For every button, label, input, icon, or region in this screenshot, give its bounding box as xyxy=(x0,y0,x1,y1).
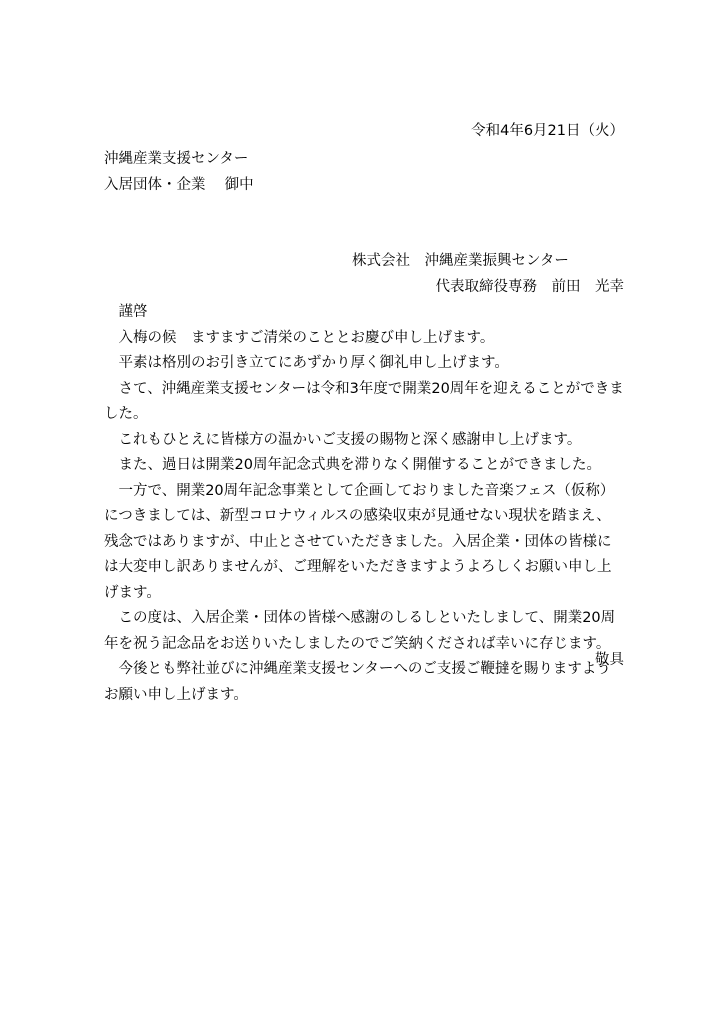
body-paragraph: 一方で、開業20周年記念事業として企画しておりました音楽フェス（仮称）につきましては、新型コロナウィルスの感染収束が見通せない現状を踏まえ、残念ではありますが、中止とさせていただきました。入居企業・団体の皆様には大変申し訳ありませんが、ご理解をいただきますようよろしくお願い申し上げます。 xyxy=(104,482,615,601)
letter-body xyxy=(104,300,624,708)
body-paragraph: 今後とも弊社並びに沖縄産業支援センターへのご支援ご鞭撻を賜りますようお願い申し上げます。 xyxy=(104,661,611,703)
salutation: 謹啓 xyxy=(118,304,148,320)
body-paragraph: この度は、入居企業・団体の皆様へ感謝のしるしといたしまして、開業20周年を祝う記念品をお送りいたしましたのでご笑納くだされば幸いに存じます。 xyxy=(104,610,616,652)
sender-company: 株式会社 沖縄産業振興センター xyxy=(352,253,569,269)
body-paragraph: また、過日は開業20周年記念式典を滞りなく開催することができました。 xyxy=(118,457,601,473)
body-paragraph: さて、沖縄産業支援センターは令和3年度で開業20周年を迎えることができました。 xyxy=(104,380,624,422)
sender-representative: 代表取締役専務 前田 光幸 xyxy=(435,279,624,295)
body-paragraph: 平素は格別のお引き立てにあずかり厚く御礼申し上げます。 xyxy=(118,355,509,371)
body-paragraph: これもひとえに皆様方の温かいご支援の賜物と深く感謝申し上げます。 xyxy=(118,431,582,448)
recipient-organization: 沖縄産業支援センター xyxy=(104,151,249,167)
body-paragraph: 入梅の候 ますますご清栄のこととお慶び申し上げます。 xyxy=(118,329,495,346)
recipient-addressee: 入居団体・企業 御中 xyxy=(104,177,254,193)
letter-date: 令和4年6月21日（火） xyxy=(471,123,624,139)
closing-remark: 敬具 xyxy=(595,652,624,668)
